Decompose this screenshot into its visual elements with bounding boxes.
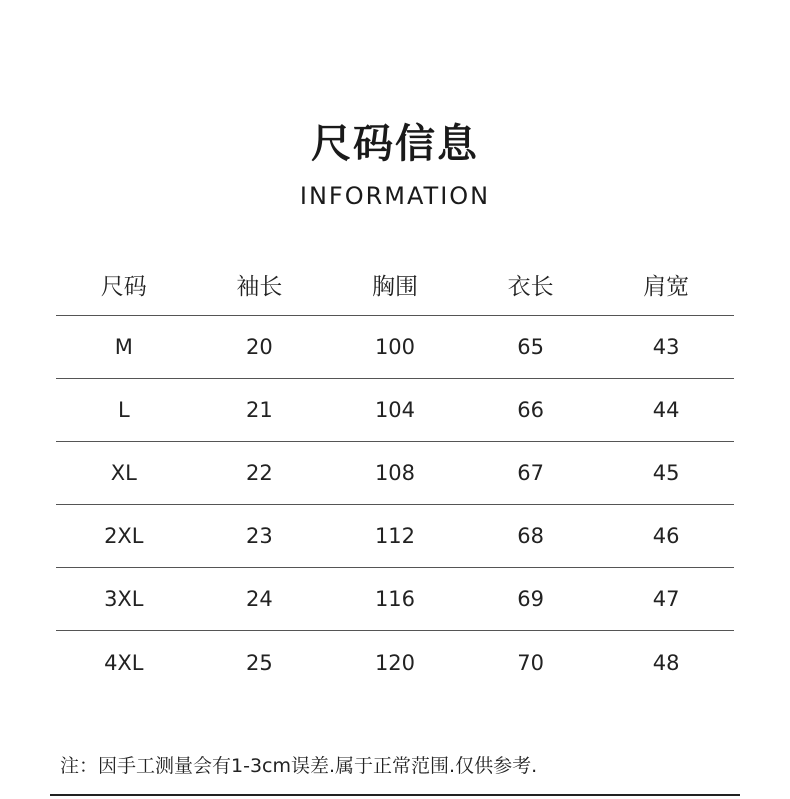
table-row <box>56 442 734 505</box>
measurement-note: 注：因手工测量会有1-3cm误差.属于正常范围.仅供参考. <box>60 755 538 777</box>
table-cell: 22 <box>246 461 273 485</box>
table-cell: 24 <box>246 587 273 611</box>
table-cell: 108 <box>374 461 416 485</box>
header-cell-size: 尺码 <box>100 273 147 300</box>
table-row <box>56 631 734 694</box>
table-cell: 43 <box>652 335 680 359</box>
table-cell: 70 <box>517 650 544 675</box>
table-cell: 100 <box>374 335 416 359</box>
table-cell: 68 <box>517 524 544 548</box>
size-table <box>56 253 734 694</box>
table-cell: XL <box>110 461 137 485</box>
table-row <box>56 316 734 379</box>
table-cell: 116 <box>374 587 416 611</box>
page-title: 尺码信息 <box>311 121 479 167</box>
table-cell: 46 <box>652 524 680 548</box>
header-cell-chest: 胸围 <box>371 273 418 300</box>
table-cell: 4XL <box>104 650 144 675</box>
header-cell-shoulder: 肩宽 <box>643 273 690 300</box>
header-cell-length: 衣长 <box>507 273 554 300</box>
table-cell: 66 <box>517 398 544 422</box>
table-cell: 20 <box>246 335 273 359</box>
table-cell: 44 <box>652 398 680 422</box>
bottom-divider <box>50 794 740 796</box>
table-cell: 67 <box>517 461 544 485</box>
table-row <box>56 379 734 442</box>
table-cell: 48 <box>652 650 680 675</box>
table-cell: 120 <box>374 650 416 675</box>
table-cell: 21 <box>246 398 273 422</box>
table-row <box>56 568 734 631</box>
page-subtitle: INFORMATION <box>299 182 491 210</box>
table-cell: 2XL <box>104 524 144 548</box>
header-cell-sleeve: 袖长 <box>236 273 283 300</box>
table-cell: M <box>114 335 133 359</box>
table-cell: 104 <box>374 398 416 422</box>
table-cell: 112 <box>374 524 416 548</box>
table-cell: 3XL <box>104 587 144 611</box>
table-cell: L <box>117 398 130 422</box>
table-cell: 25 <box>246 650 273 675</box>
table-row <box>56 505 734 568</box>
table-cell: 47 <box>652 587 680 611</box>
table-header-row <box>56 253 734 316</box>
table-cell: 69 <box>517 587 544 611</box>
table-cell: 23 <box>246 524 273 548</box>
table-cell: 45 <box>652 461 680 485</box>
table-cell: 65 <box>517 335 544 359</box>
